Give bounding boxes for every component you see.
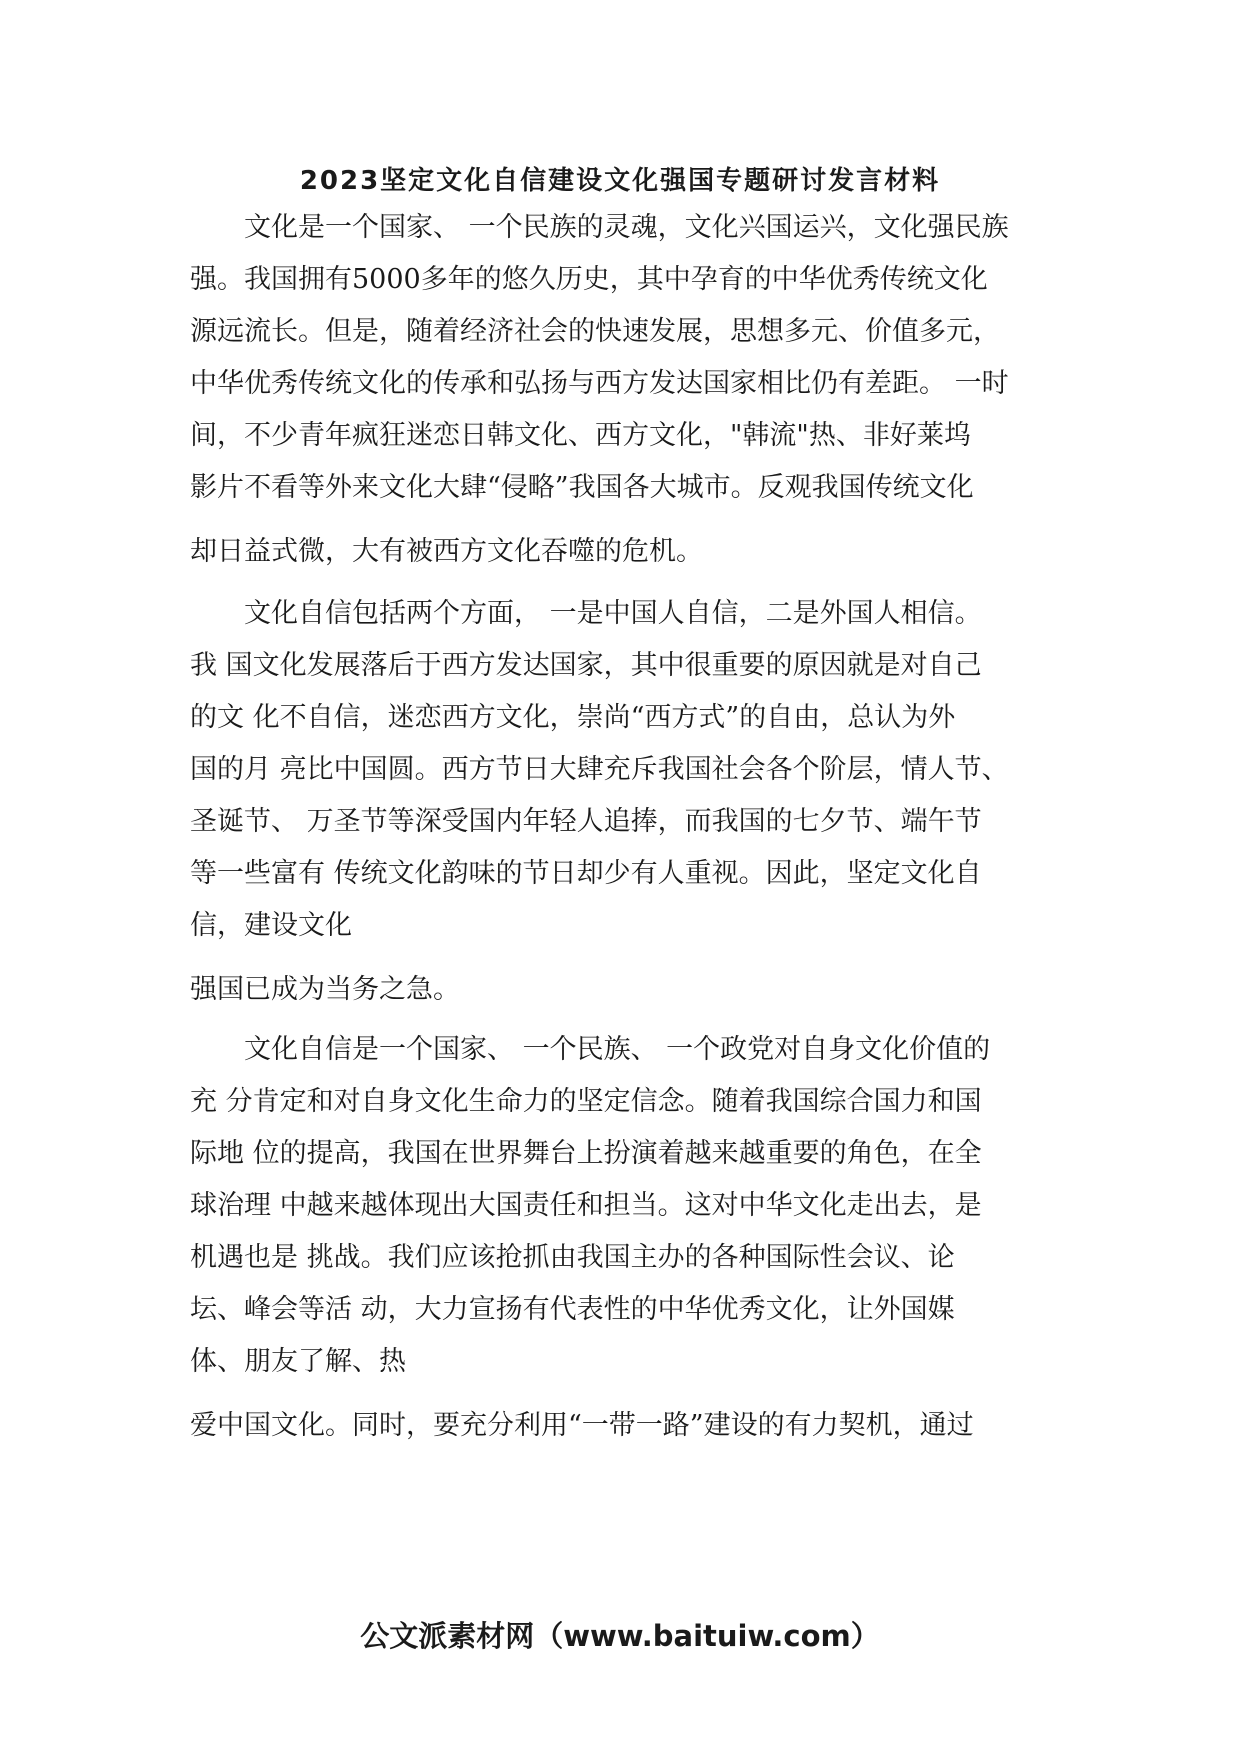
body-line: 源远流长。但是，随着经济社会的快速发展，思想多元、价值多元， xyxy=(190,316,1000,347)
body-line: 机遇也是 挑战。我们应该抢抓由我国主办的各种国际性会议、论 xyxy=(190,1242,955,1273)
body-line: 等一些富有 传统文化韵味的节日却少有人重视。因此，坚定文化自 xyxy=(190,858,982,889)
body-line: 文化是一个国家、 一个民族的灵魂，文化兴国运兴，文化强民族 xyxy=(190,212,1009,243)
body-line: 国的月 亮比中国圆。西方节日大肆充斥我国社会各个阶层，情人节、 xyxy=(190,754,1009,785)
body-line: 坛、峰会等活 动，大力宣扬有代表性的中华优秀文化，让外国媒 xyxy=(190,1294,955,1325)
body-line: 际地 位的提高，我国在世界舞台上扮演着越来越重要的角色，在全 xyxy=(190,1138,982,1169)
body-line: 中华优秀传统文化的传承和弘扬与西方发达国家相比仍有差距。 一时 xyxy=(190,368,1009,399)
body-line: 爱中国文化。同时，要充分利用“一带一路”建设的有力契机，通过 xyxy=(190,1410,974,1441)
body-line: 我 国文化发展落后于西方发达国家，其中很重要的原因就是对自己 xyxy=(190,650,982,681)
body-line: 球治理 中越来越体现出大国责任和担当。这对中华文化走出去，是 xyxy=(190,1190,982,1221)
body-line: 影片不看等外来文化大肆“侵略”我国各大城市。反观我国传统文化 xyxy=(190,472,974,503)
body-line: 间，不少青年疯狂迷恋日韩文化、西方文化，"韩流"热、非好莱坞 xyxy=(190,420,971,451)
body-line: 圣诞节、 万圣节等深受国内年轻人追捧，而我国的七夕节、端午节 xyxy=(190,806,982,837)
body-line: 文化自信是一个国家、 一个民族、 一个政党对自身文化价值的 xyxy=(190,1034,991,1065)
body-line: 文化自信包括两个方面， 一是中国人自信，二是外国人相信。 xyxy=(190,598,982,629)
body-line: 信，建设文化 xyxy=(190,910,352,941)
body-line: 体、朋友了解、热 xyxy=(190,1346,406,1377)
body-line: 却日益式微，大有被西方文化吞噬的危机。 xyxy=(190,536,703,567)
footer-watermark: 公文派素材网（www.baituiw.com） xyxy=(360,1619,880,1653)
body-line: 的文 化不自信，迷恋西方文化，崇尚“西方式”的自由，总认为外 xyxy=(190,702,956,733)
body-line: 充 分肯定和对自身文化生命力的坚定信念。随着我国综合国力和国 xyxy=(190,1086,982,1117)
body-line: 强国已成为当务之急。 xyxy=(190,974,460,1005)
body-line: 强。我国拥有5000多年的悠久历史，其中孕育的中华优秀传统文化 xyxy=(190,264,988,295)
document-title: 2023坚定文化自信建设文化强国专题研讨发言材料 xyxy=(299,166,941,196)
